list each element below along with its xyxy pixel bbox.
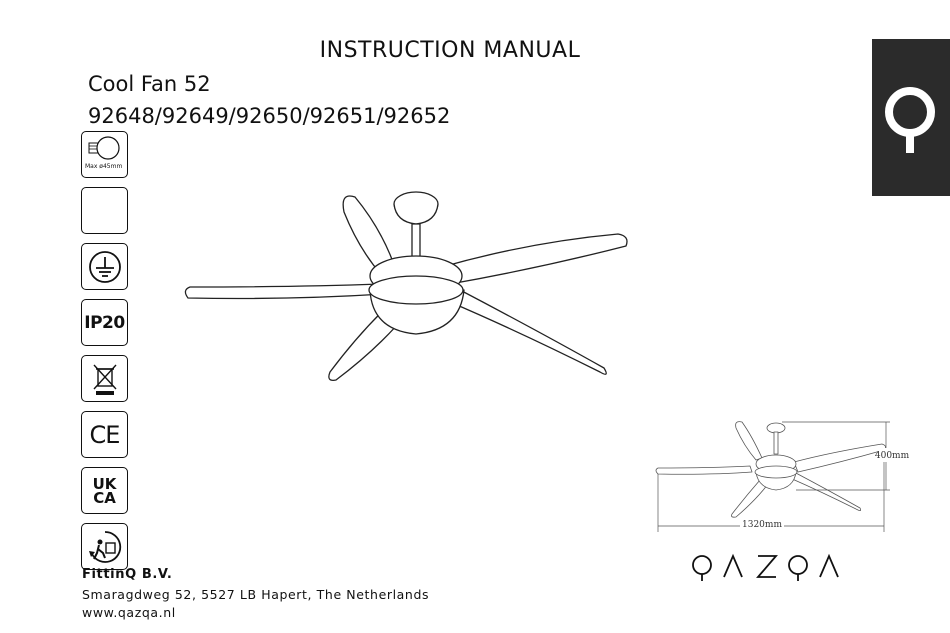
earth-ground-icon bbox=[81, 243, 128, 290]
fan-dimension-drawing bbox=[632, 392, 910, 544]
manual-title: INSTRUCTION MANUAL bbox=[319, 38, 581, 63]
ceiling-fan-illustration bbox=[180, 172, 635, 400]
qazqa-wordmark-logo bbox=[690, 547, 850, 587]
company-name: FittinQ B.V. bbox=[82, 567, 173, 582]
ukca-line1: UK bbox=[92, 474, 117, 493]
ip-rating-label: IP20 bbox=[84, 312, 125, 333]
qazqa-q-logo-icon bbox=[872, 39, 950, 196]
model-numbers: 92648/92649/92650/92651/92652 bbox=[88, 104, 451, 128]
blank-icon bbox=[81, 187, 128, 234]
ukca-line2: CA bbox=[93, 488, 116, 507]
ce-mark-label: CE bbox=[89, 420, 120, 449]
ce-mark-icon bbox=[81, 411, 128, 458]
weee-bin-icon bbox=[81, 355, 128, 402]
product-name: Cool Fan 52 bbox=[88, 72, 211, 96]
recycle-icon bbox=[81, 523, 128, 570]
bulb-max-size-icon bbox=[81, 131, 128, 178]
bulb-max-size-label: Max ø45mm bbox=[85, 163, 123, 170]
ukca-mark-icon bbox=[81, 467, 128, 514]
company-address: Smaragdweg 52, 5527 LB Hapert, The Netherlands bbox=[82, 587, 430, 602]
ip20-icon bbox=[81, 299, 128, 346]
height-dimension-label: 400mm bbox=[874, 451, 910, 461]
brand-tab bbox=[872, 39, 950, 196]
width-dimension-label: 1320mm bbox=[742, 520, 782, 530]
company-website[interactable]: www.qazqa.nl bbox=[82, 605, 176, 620]
